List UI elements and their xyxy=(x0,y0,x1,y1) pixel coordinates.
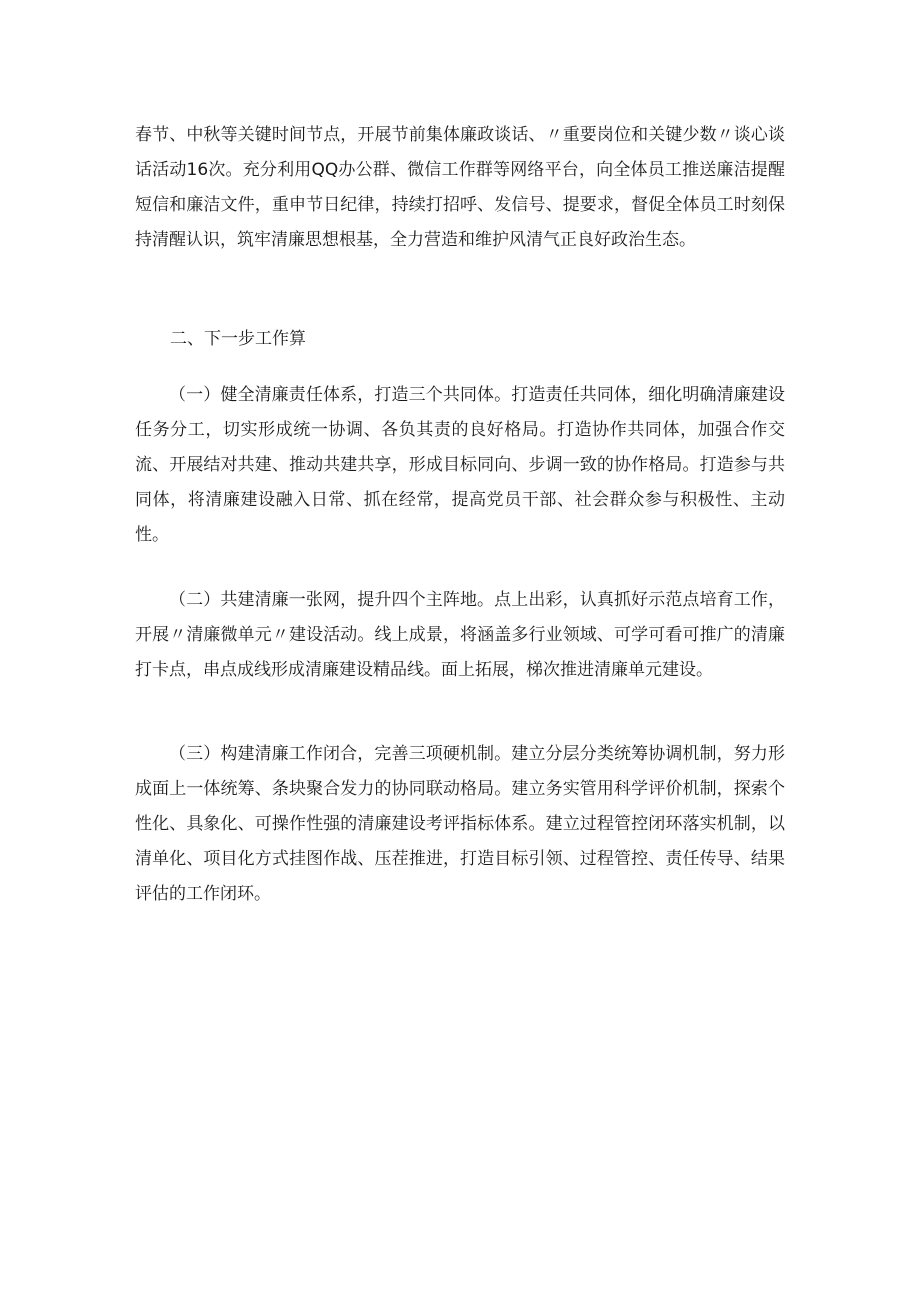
paragraph-one: （一）健全清廉责任体系，打造三个共同体。打造责任共同体，细化明确清廉建设任务分工，切实形成统一协调、各负其责的良好格局。打造协作共同体，加强合作交流、开展结对共建、推动共建共享，形成目标同向、步调一致的协作格局。打造参与共同体，将清廉建设融入日常、抓在经常，提高党员干部、社会群众参与积极性、主动性。 xyxy=(135,385,785,545)
paragraph-three: （三）构建清廉工作闭合，完善三项硬机制。建立分层分类统筹协调机制，努力形成面上一体统筹、条块聚合发力的协同联动格局。建立务实管用科学评价机制，探索个性化、具象化、可操作性强的清廉建设考评指标体系。建立过程管控闭环落实机制，以清单化、项目化方式挂图作战、压茬推进，打造目标引领、过程管控、责任传导、结果评估的工作闭环。 xyxy=(135,744,785,904)
intro-paragraph: 春节、中秋等关键时间节点，开展节前集体廉政谈话、〃重要岗位和关键少数〃谈心谈话活动16次。充分利用QQ办公群、微信工作群等网络平台，向全体员工推送廉洁提醒短信和廉洁文件，重申节日纪律，持续打招呼、发信号、提要求，督促全体员工时刻保持清醒认识，筑牢清廉思想根基，全力营造和维护风清气正良好政治生态。 xyxy=(135,125,785,250)
paragraph-two: （二）共建清廉一张网，提升四个主阵地。点上出彩，认真抓好示范点培育工作，开展〃清廉微单元〃建设活动。线上成景，将涵盖多行业领域、可学可看可推广的清廉打卡点，串点成线形成清廉建设精品线。面上拓展，梯次推进清廉单元建设。 xyxy=(135,590,785,680)
section-heading: 二、下一步工作算 xyxy=(170,329,306,349)
